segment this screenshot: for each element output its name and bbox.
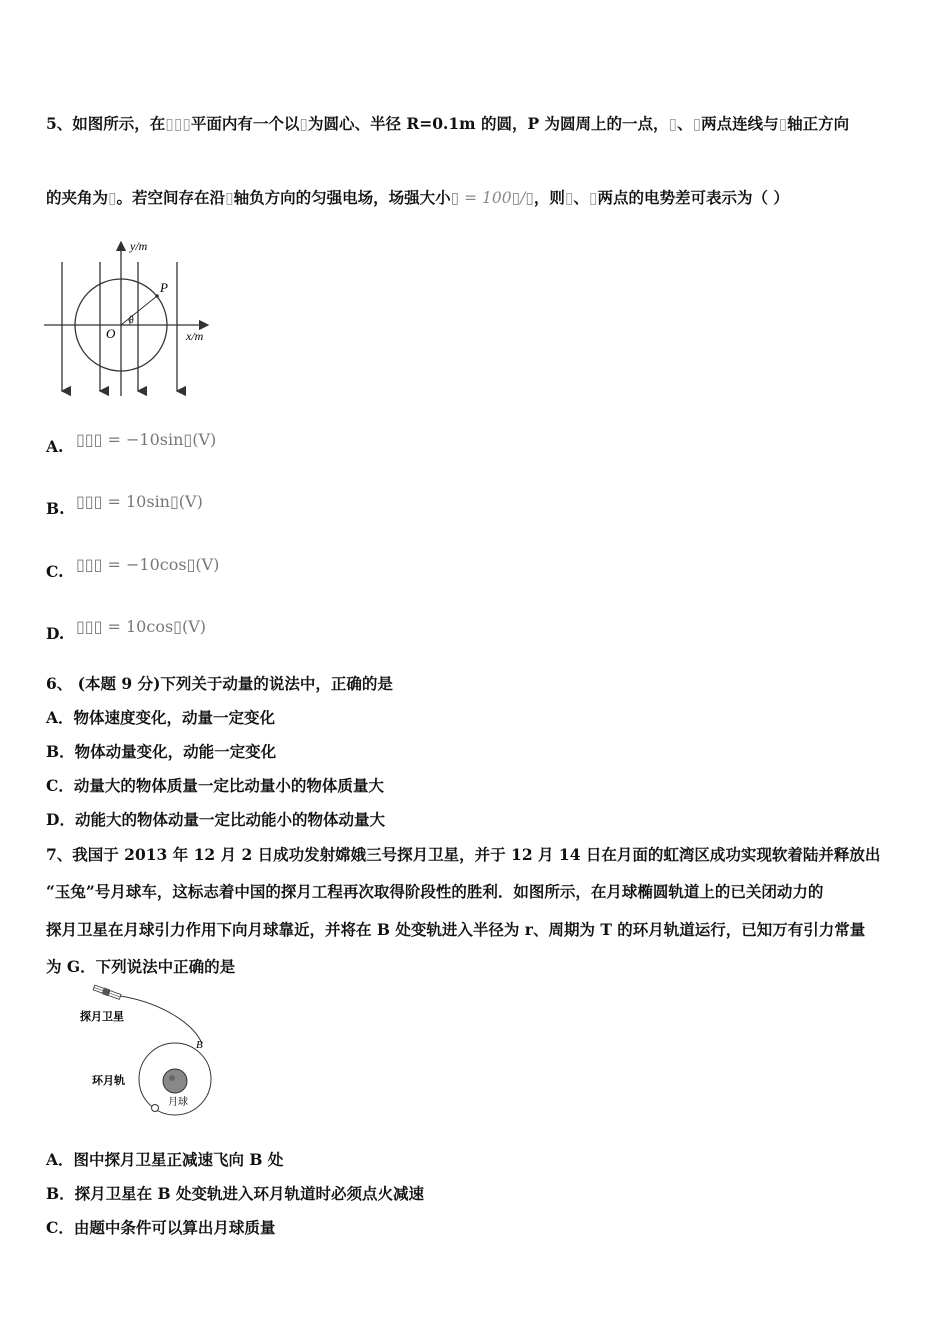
satellite-label: 探月卫星 [80,1011,124,1023]
b-label: B [196,1039,203,1051]
field-strength-formula: ▯ = 100▯/▯ [450,189,534,207]
q5-option-d-formula: ▯▯▯ = 10cos▯(V) [76,617,206,636]
origin-label: O [106,326,116,341]
moon [163,1069,187,1093]
q7-option-b: B．探月卫星在 B 处变轨进入环月轨道时必须点火减速 [46,1184,424,1203]
q5-text: 平面内有一个以 [190,114,300,133]
q7-option-c: C．由题中条件可以算出月球质量 [46,1218,276,1237]
q7-line1: 7、我国于 2013 年 12 月 2 日成功发射嫦娥三号探月卫星，并于 12 月 14 日在月面的虹湾区成功实现软着陆并释放出 [46,845,881,864]
moon-label: 月球 [168,1097,188,1108]
q5-option-c-formula: ▯▯▯ = −10cos▯(V) [76,555,220,574]
missing-symbol: ▯ [668,115,678,133]
q5-text: 。若空间存在沿 [116,188,226,207]
elliptical-orbit [120,996,202,1044]
q5-option-b-label: B. [46,499,65,518]
orbit-satellite [152,1105,159,1112]
q5-text: 的夹角为 [46,188,109,207]
theta-label: θ [129,315,134,326]
q5-text: 为圆心、半径 R=0.1m 的圆，P 为圆周上的一点， [307,114,669,133]
q5-option-c-label: C. [46,562,64,581]
q5-option-a-label: A. [46,437,64,456]
satellite-icon [93,984,122,1000]
q7-line2: “玉兔”号月球车，这标志着中国的探月工程再次取得阶段性的胜利．如图所示，在月球椭圆轨道上的已关闭动力的 [46,882,824,901]
q5-text: 、 [573,188,589,207]
y-axis-label: y/m [130,239,148,253]
q5-text: 两点的电势差可表示为（ ） [597,188,789,207]
q5-line1 [46,114,849,134]
x-axis-label: x/m [186,329,204,343]
q6-stem: 6、 (本题 9 分)下列关于动量的说法中，正确的是 [46,674,393,693]
moon-crater [169,1075,175,1081]
q6-option-c: C．动量大的物体质量一定比动量小的物体质量大 [46,776,384,795]
q5-text: 两点连线与 [701,114,779,133]
q6-option-a: A．物体速度变化，动量一定变化 [46,708,276,727]
q5-text: 轴正方向 [787,114,850,133]
q5-text: 、 [677,114,693,133]
q7-orbit-figure [80,984,230,1120]
missing-symbol: ▯ [299,115,308,133]
p-label: P [160,280,168,295]
radius-op [121,296,157,325]
q7-option-a: A．图中探月卫星正减速飞向 B 处 [46,1150,284,1169]
q5-field-figure [40,236,220,398]
q5-text: 5、如图所示，在 [46,114,166,133]
q5-option-b-formula: ▯▯▯ = 10sin▯(V) [76,492,203,511]
missing-symbol: ▯▯▯ [165,115,191,133]
q7-line4: 为 G．下列说法中正确的是 [46,957,236,976]
q5-option-a-formula: ▯▯▯ = −10sin▯(V) [76,430,217,449]
q5-text: ，则 [533,188,565,207]
q6-option-d: D．动能大的物体动量一定比动能小的物体动量大 [46,810,385,829]
missing-symbol: ▯ [778,115,788,133]
missing-symbol: ▯ [588,189,598,207]
missing-symbol: ▯ [108,189,117,207]
missing-symbol: ▯ [564,189,574,207]
q5-text: 轴负方向的匀强电场，场强大小 [233,188,451,207]
orbit-label: 环月轨 [92,1075,125,1087]
q5-option-d-label: D. [46,624,65,643]
missing-symbol: ▯ [225,189,234,207]
missing-symbol: ▯ [692,115,702,133]
q7-line3: 探月卫星在月球引力作用下向月球靠近，并将在 B 处变轨进入半径为 r、周期为 T 的环月轨道运行，已知万有引力常量 [46,920,866,939]
q6-option-b: B．物体动量变化，动能一定变化 [46,742,277,761]
point-p [155,294,159,298]
q5-line2 [46,188,789,208]
